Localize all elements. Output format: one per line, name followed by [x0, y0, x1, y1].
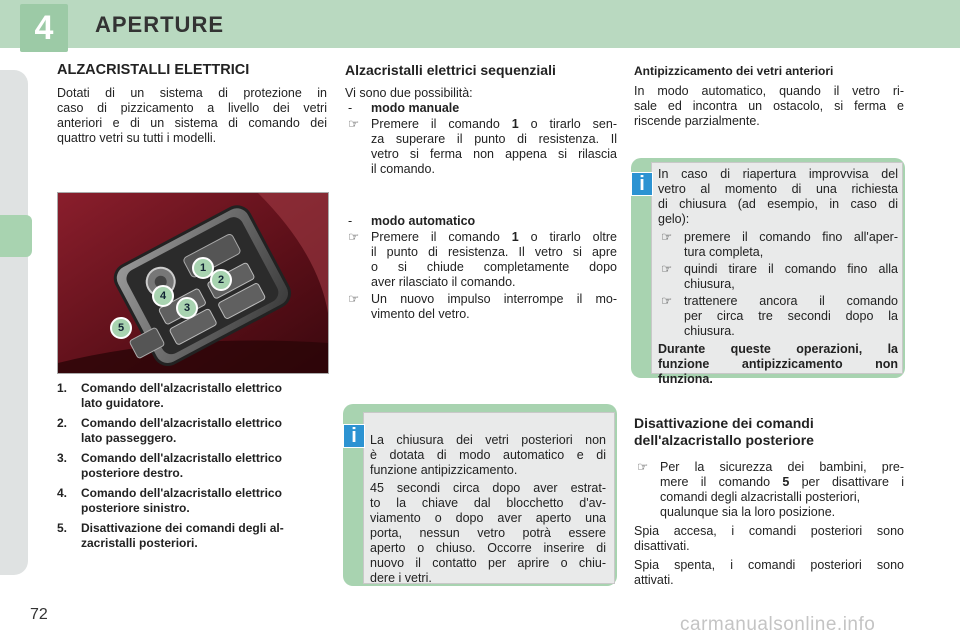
manual-mode-title: modo manuale [371, 101, 460, 115]
legend-item: 5. Disattivazione dei comandi degli al- zacristalli posteriori. [57, 521, 284, 550]
pointing-hand-icon: ☞ [661, 262, 673, 276]
pointing-hand-icon: ☞ [348, 230, 360, 244]
possibilities-intro: Vi sono due possibilità: [345, 86, 473, 100]
warning-light-on-paragraph: Spia accesa, i comandi posteriori sono disattivati. [634, 524, 904, 553]
legend-item: 3. Comando dell'alzacristallo elettrico posteriore destro. [57, 451, 282, 480]
pointing-hand-icon: ☞ [348, 292, 360, 306]
auto-mode-bullet-2: ☞ Un nuovo impulso interrompe il mo- vimento del vetro. [348, 292, 617, 321]
watermark: carmanualsonline.info [680, 614, 876, 635]
auto-mode-title: modo automatico [371, 214, 476, 228]
antipinch-step-3: ☞ trattenere ancora il comando per circa tre secondi dopo la chiusura. [661, 294, 898, 338]
section-heading-sequenziali: Alzacristalli elettrici sequenziali [345, 62, 556, 78]
pointing-hand-icon: ☞ [661, 294, 673, 308]
legend-item: 4. Comando dell'alzacristallo elettrico posteriore sinistro. [57, 486, 282, 515]
auto-mode-block: - modo automatico ☞ Premere il comando 1 o tirarlo oltre il punto di resistenza. Il vetro si apre o si chiude completamente dopo aver rilasciato il comando. ☞ Un nuovo impulso interrompe il mo- vimento del vetro. [345, 214, 617, 322]
door-switch-panel-photo [57, 192, 329, 374]
photo-label-1: 1 [192, 257, 214, 279]
disable-bullet: ☞ Per la sicurezza dei bambini, pre- mere il comando 5 per disattivare i comandi degli alzacristalli posteriori, qualunque sia la loro posizione. [637, 460, 904, 519]
photo-label-5: 5 [110, 317, 132, 339]
chapter-title: APERTURE [95, 12, 225, 37]
pointing-hand-icon: ☞ [661, 230, 673, 244]
warning-light-off-paragraph: Spia spenta, i comandi posteriori sono attivati. [634, 558, 904, 587]
section-heading-antipizzicamento: Antipizzicamento dei vetri anteriori [634, 64, 834, 78]
disable-block [634, 460, 904, 588]
manual-mode-bullet: ☞ Premere il comando 1 o tirarlo sen- za superare il punto di resistenza. Il vetro si ferma non appena si rilascia il comando. [348, 117, 617, 176]
manual-mode-block: - modo manuale ☞ Premere il comando 1 o tirarlo sen- za superare il punto di resistenza. Il vetro si ferma non appena si rilascia il comando. [345, 101, 617, 177]
pointing-hand-icon: ☞ [348, 117, 360, 131]
info-icon: i [343, 424, 365, 448]
photo-label-2: 2 [210, 269, 232, 291]
legend-item: 2. Comando dell'alzacristallo elettrico lato passeggero. [57, 416, 282, 445]
side-tab [0, 215, 32, 257]
legend-item: 1. Comando dell'alzacristallo elettrico lato guidatore. [57, 381, 282, 410]
info-note-rear-windows: La chiusura dei vetri posteriori non è dotata di modo automatico e di funzione antipizzicamento. 45 secondi circa dopo aver estrat- to la chiave dal blocchetto d'av- viamento o dopo aver aperto una porta, nessun vetro potrà essere aperto o chiuso. Occorre inserire di nuovo il contatto per aprire o chiu- dere i vetri. [343, 404, 617, 586]
switch-panel-illustration [58, 193, 328, 373]
chapter-number: 4 [34, 9, 54, 47]
info-note-antipinch: In caso di riapertura improvvisa del vetro al momento di una richiesta di chiusura (ad esempio, in caso di gelo): ☞ premere il comando fino all'aper- tura completa, ☞ quindi tirare il comando fino alla chiusura, ☞ trattenere ancora il comando per circa tre secondi dopo la chiusura. Durante queste operazioni, la funzione antipizzicamento non funziona. [631, 158, 905, 378]
section-heading-alzacristalli: ALZACRISTALLI ELETTRICI [57, 62, 250, 78]
section-heading-disattivazione: Disattivazione dei comandi dell'alzacristallo posteriore [634, 415, 814, 448]
antipinch-paragraph: In modo automatico, quando il vetro ri- sale ed incontra un ostacolo, si ferma e riscende parzialmente. [634, 84, 904, 128]
component-legend [57, 381, 329, 556]
photo-label-3: 3 [176, 297, 198, 319]
pointing-hand-icon: ☞ [637, 460, 649, 474]
intro-paragraph: Dotati di un sistema di protezione in caso di pizzicamento a livello dei vetri anteriori e di un sistema di comando dei quattro vetri su tutti i modelli. [57, 86, 327, 145]
photo-label-4: 4 [152, 285, 174, 307]
side-strip [0, 70, 28, 575]
antipinch-step-2: ☞ quindi tirare il comando fino alla chiusura, [661, 262, 898, 291]
info-icon: i [631, 172, 653, 196]
auto-mode-bullet: ☞ Premere il comando 1 o tirarlo oltre il punto di resistenza. Il vetro si apre o si chiude completamente dopo aver rilasciato il comando. [348, 230, 617, 289]
antipinch-step-1: ☞ premere il comando fino all'aper- tura completa, [661, 230, 898, 259]
page-number: 72 [30, 606, 48, 623]
